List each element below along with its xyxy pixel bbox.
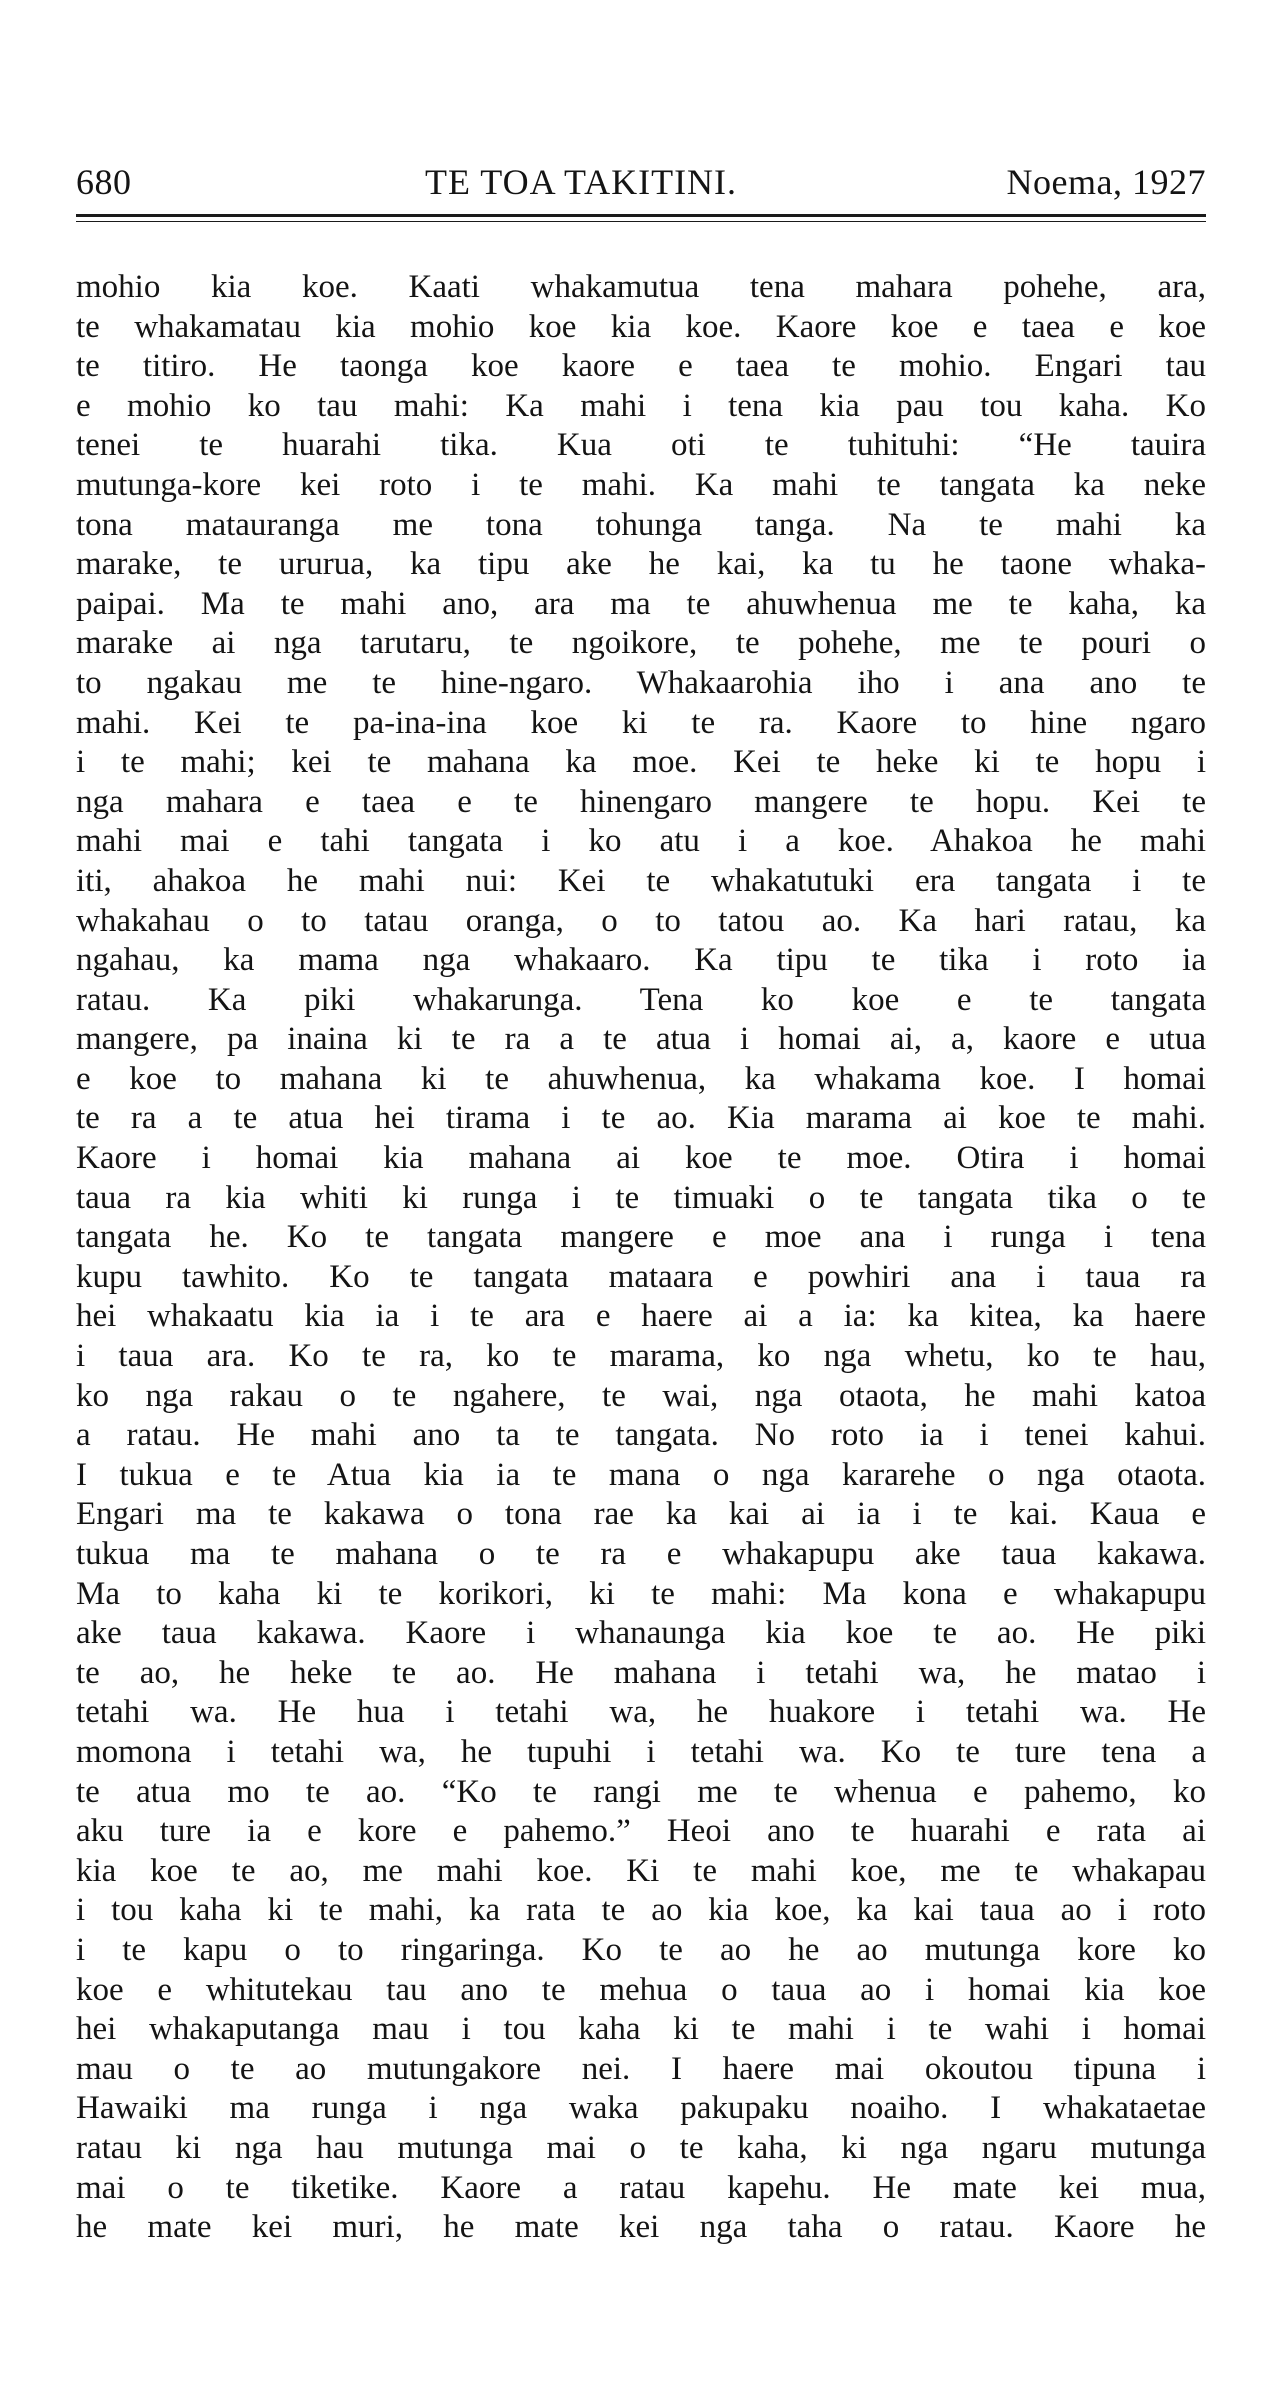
text-line: aku ture ia e kore e pahemo.” Heoi ano te huarahi e rata ai: [76, 1813, 1206, 1850]
text-line: mangere, pa inaina ki te ra a te atua i homai ai, a, kaore e utua: [76, 1021, 1206, 1058]
text-line: te whakamatau kia mohio koe kia koe. Kaore koe e taea e koe: [76, 308, 1206, 345]
page-header: [76, 160, 1206, 204]
text-line: ngahau, ka mama nga whakaaro. Ka tipu te tika i roto ia: [76, 942, 1206, 979]
text-line: paipai. Ma te mahi ano, ara ma te ahuwhenua me te kaha, ka: [76, 585, 1206, 622]
text-line: tenei te huarahi tika. Kua oti te tuhituhi: “He tauira: [76, 427, 1206, 464]
text-line: hei whakaatu kia ia i te ara e haere ai a ia: ka kitea, ka haere: [76, 1298, 1206, 1335]
text-line: koe e whitutekau tau ano te mehua o taua ao i homai kia koe: [76, 1971, 1206, 2008]
text-line: ratau. Ka piki whakarunga. Tena ko koe e te tangata: [76, 981, 1206, 1018]
text-line: kupu tawhito. Ko te tangata mataara e powhiri ana i taua ra: [76, 1258, 1206, 1295]
text-line: te ra a te atua hei tirama i te ao. Kia marama ai koe te mahi.: [76, 1100, 1206, 1137]
text-line: hei whakaputanga mau i tou kaha ki te mahi i te wahi i homai: [76, 2011, 1206, 2048]
text-line: ko nga rakau o te ngahere, te wai, nga otaota, he mahi katoa: [76, 1377, 1206, 1414]
text-line: mahi. Kei te pa-ina-ina koe ki te ra. Kaore to hine ngaro: [76, 704, 1206, 741]
text-line: taua ra kia whiti ki runga i te timuaki o te tangata tika o te: [76, 1179, 1206, 1216]
text-line: mohio kia koe. Kaati whakamutua tena mahara pohehe, ara,: [76, 269, 1206, 305]
text-line: iti, ahakoa he mahi nui: Kei te whakatutuki era tangata i te: [76, 862, 1206, 899]
text-line: Ma to kaha ki te korikori, ki te mahi: Ma kona e whakapupu: [76, 1575, 1206, 1612]
text-line: Engari ma te kakawa o tona rae ka kai ai ia i te kai. Kaua e: [76, 1496, 1206, 1533]
text-line: i te mahi; kei te mahana ka moe. Kei te heke ki te hopu i: [76, 744, 1206, 781]
page-number: 680: [76, 162, 132, 202]
text-line: e mohio ko tau mahi: Ka mahi i tena kia pau tou kaha. Ko: [76, 387, 1206, 424]
text-line: mau o te ao mutungakore nei. I haere mai okoutou tipuna i: [76, 2050, 1206, 2087]
body-text: [76, 268, 1206, 2248]
running-title: TE TOA TAKITINI.: [424, 162, 738, 202]
text-line: Kaore i homai kia mahana ai koe te moe. Otira i homai: [76, 1140, 1206, 1177]
text-line: I tukua e te Atua kia ia te mana o nga kararehe o nga otaota.: [76, 1456, 1206, 1493]
text-line: i taua ara. Ko te ra, ko te marama, ko nga whetu, ko te hau,: [76, 1338, 1206, 1375]
text-line: mutunga-kore kei roto i te mahi. Ka mahi te tangata ka neke: [76, 466, 1206, 503]
text-line: tona matauranga me tona tohunga tanga. Na te mahi ka: [76, 506, 1206, 543]
text-line: marake ai nga tarutaru, te ngoikore, te pohehe, me te pouri o: [76, 625, 1206, 662]
text-line: ake taua kakawa. Kaore i whanaunga kia koe te ao. He piki: [76, 1615, 1206, 1652]
text-line: mahi mai e tahi tangata i ko atu i a koe. Ahakoa he mahi: [76, 823, 1206, 860]
text-line: to ngakau me te hine-ngaro. Whakaarohia iho i ana ano te: [76, 664, 1206, 701]
document-page: [76, 160, 1206, 2248]
text-line: ratau ki nga hau mutunga mai o te kaha, ki nga ngaru mutunga: [76, 2129, 1206, 2166]
text-line: te atua mo te ao. “Ko te rangi me te whenua e pahemo, ko: [76, 1773, 1206, 1810]
text-line: mai o te tiketike. Kaore a ratau kapehu. He mate kei mua,: [76, 2169, 1206, 2206]
text-line: marake, te ururua, ka tipu ake he kai, ka tu he taone whaka-: [76, 546, 1206, 583]
text-line: tukua ma te mahana o te ra e whakapupu ake taua kakawa.: [76, 1536, 1206, 1572]
text-line: tetahi wa. He hua i tetahi wa, he huakore i tetahi wa. He: [76, 1694, 1206, 1731]
text-line: te ao, he heke te ao. He mahana i tetahi wa, he matao i: [76, 1654, 1206, 1691]
text-line: e koe to mahana ki te ahuwhenua, ka whakama koe. I homai: [76, 1060, 1206, 1097]
text-line: he mate kei muri, he mate kei nga taha o ratau. Kaore he: [76, 2209, 1206, 2246]
text-line: a ratau. He mahi ano ta te tangata. No roto ia i tenei kahui.: [76, 1417, 1206, 1454]
text-line: tangata he. Ko te tangata mangere e moe ana i runga i tena: [76, 1219, 1206, 1256]
text-line: i tou kaha ki te mahi, ka rata te ao kia koe, ka kai taua ao i roto: [76, 1892, 1206, 1929]
issue-date: Noema, 1927: [1006, 162, 1206, 202]
text-line: nga mahara e taea e te hinengaro mangere te hopu. Kei te: [76, 783, 1206, 820]
text-line: te titiro. He taonga koe kaore e taea te mohio. Engari tau: [76, 348, 1206, 385]
text-line: momona i tetahi wa, he tupuhi i tetahi wa. Ko te ture tena a: [76, 1733, 1206, 1770]
text-line: kia koe te ao, me mahi koe. Ki te mahi koe, me te whakapau: [76, 1852, 1206, 1889]
text-line: i te kapu o to ringaringa. Ko te ao he ao mutunga kore ko: [76, 1931, 1206, 1968]
text-line: whakahau o to tatau oranga, o to tatou ao. Ka hari ratau, ka: [76, 902, 1206, 939]
header-rule: [76, 214, 1206, 222]
text-line: Hawaiki ma runga i nga waka pakupaku noaiho. I whakataetae: [76, 2090, 1206, 2127]
